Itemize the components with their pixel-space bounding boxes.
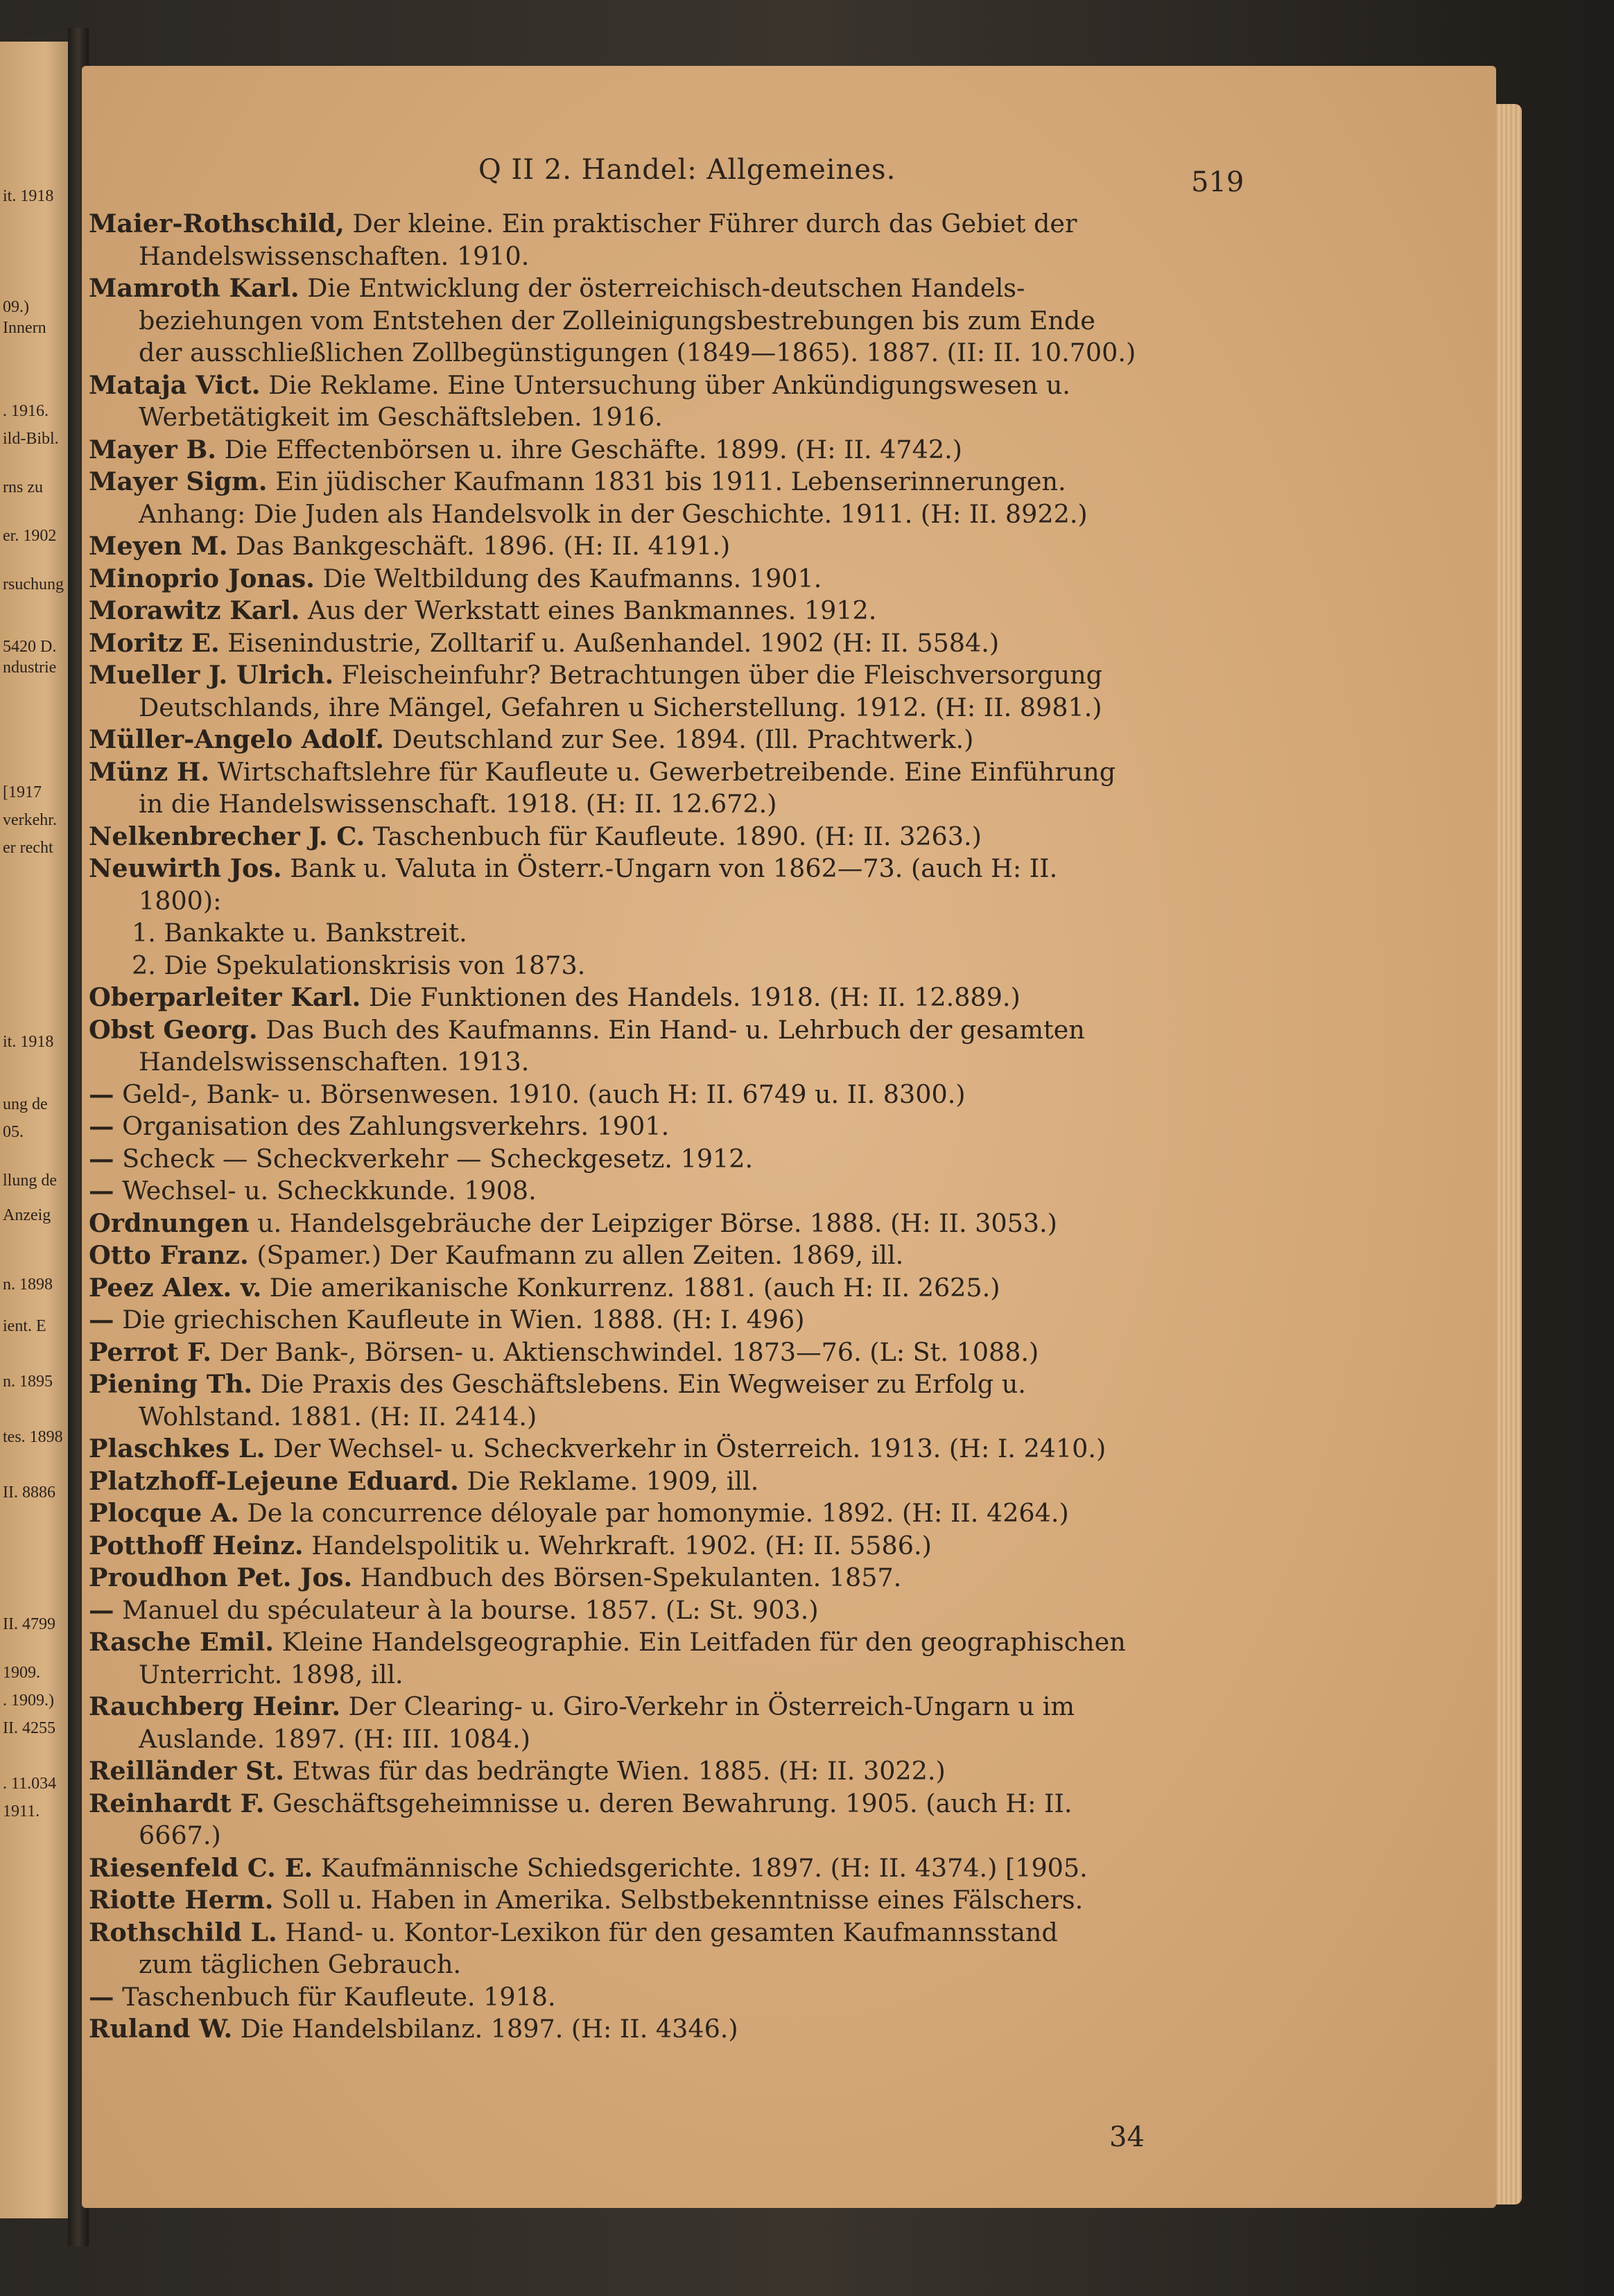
entry-author: Moritz E. [89, 627, 220, 658]
entry-line [89, 1175, 1309, 1208]
bibliography-entry [89, 1240, 1309, 1272]
bibliography-entry [89, 821, 1309, 853]
entry-author: Neuwirth Jos. [89, 853, 282, 883]
previous-page-margin [0, 42, 76, 2218]
entry-author: Reinhardt F. [89, 1788, 265, 1818]
entry-line [89, 241, 1309, 273]
entry-author: Obst Georg. [89, 1014, 258, 1045]
entry-text: Kaufmännische Schiedsgerichte. 1897. (H: II. 4374.) [1905. [320, 1852, 1088, 1883]
bibliography-entry [89, 1788, 1309, 1852]
entry-line [89, 1884, 1309, 1917]
entry-line [89, 1949, 1309, 1981]
entry-author: Mueller J. Ulrich. [89, 660, 334, 690]
bibliography-entry [89, 1497, 1309, 1530]
entry-author: Rauchberg Heinr. [89, 1691, 341, 1721]
entry-line [89, 1755, 1309, 1788]
margin-fragment: ient. E [3, 1317, 46, 1335]
entry-author: — [89, 1176, 114, 1206]
margin-fragment: 1911. [3, 1802, 40, 1820]
margin-fragment: ndustrie [3, 659, 57, 677]
entry-text: beziehungen vom Entstehen der Zolleinigungsbestrebungen bis zum Ende [139, 305, 1095, 336]
entry-author: Müller-Angelo Adolf. [89, 724, 384, 754]
entry-line [89, 724, 1309, 756]
entry-author: Peez Alex. v. [89, 1272, 262, 1303]
entry-author: Plaschkes L. [89, 1434, 266, 1463]
entry-line [89, 1272, 1309, 1305]
entry-text: Der Wechsel- u. Scheckverkehr in Österreich. 1913. (H: I. 2410.) [273, 1434, 1107, 1463]
entry-line [89, 756, 1309, 789]
entry-author: Minoprio Jonas. [89, 563, 315, 593]
margin-fragment: ung de [3, 1095, 48, 1113]
entry-author: Mayer Sigm. [89, 467, 268, 496]
entry-text: Die Reklame. Eine Untersuchung über Ankündigungswesen u. [268, 369, 1070, 400]
entry-line [89, 466, 1309, 498]
margin-fragment: Anzeig [3, 1206, 51, 1224]
entry-line [89, 595, 1309, 627]
margin-fragment: . 1909.) [3, 1691, 54, 1710]
margin-fragment: rsuchung [3, 575, 64, 593]
bibliography-entry [89, 272, 1309, 369]
bibliography-entry [89, 1626, 1309, 1691]
entry-text: Taschenbuch für Kaufleute. 1918. [122, 1981, 556, 2012]
margin-fragment: 05. [3, 1123, 24, 1141]
entry-author: — [89, 1079, 114, 1109]
entry-author: Riotte Herm. [89, 1885, 274, 1915]
entry-author: — [89, 1111, 114, 1141]
entry-text: Der Clearing- u. Giro-Verkehr in Österreich-Ungarn u im [348, 1691, 1075, 1721]
margin-fragment: n. 1895 [3, 1373, 53, 1391]
entry-line [89, 788, 1309, 821]
entry-line [89, 401, 1309, 434]
bibliography-entry [89, 853, 1309, 982]
entry-text: Die Reklame. 1909, ill. [467, 1466, 759, 1496]
entry-text: der ausschließlichen Zollbegünstigungen (1849—1865). 1887. (II: II. 10.700.) [139, 338, 1136, 367]
entry-line [89, 563, 1309, 595]
entry-author: Rothschild L. [89, 1917, 277, 1947]
entry-author: Münz H. [89, 756, 210, 787]
entry-text: Auslande. 1897. (H: III. 1084.) [139, 1723, 530, 1754]
entry-author: — [89, 1981, 114, 2012]
entry-line [89, 1368, 1309, 1401]
entry-author: Plocque A. [89, 1498, 239, 1528]
entry-text: Handbuch des Börsen-Spekulanten. 1857. [360, 1563, 902, 1592]
entry-author: — [89, 1143, 114, 1174]
margin-fragment: llung de [3, 1172, 57, 1190]
bibliography-entry [89, 434, 1309, 467]
entry-line [89, 1304, 1309, 1337]
entry-author: Meyen M. [89, 531, 228, 561]
entry-text: Die amerikanische Konkurrenz. 1881. (auch H: II. 2625.) [269, 1272, 1000, 1303]
entry-text: Die Entwicklung der österreichisch-deutschen Handels- [307, 273, 1025, 303]
entry-text: Geschäftsgeheimnisse u. deren Bewahrung. 1905. (auch H: II. [272, 1788, 1073, 1818]
entry-text: u. Handelsgebräuche der Leipziger Börse. 1888. (H: II. 3053.) [257, 1208, 1057, 1238]
entry-line [89, 1497, 1309, 1530]
bibliography-entry [89, 1337, 1309, 1369]
entry-line [89, 337, 1309, 369]
entry-author: Piening Th. [89, 1369, 253, 1399]
entry-line [89, 1723, 1309, 1756]
entry-line [89, 821, 1309, 853]
entry-text: Wechsel- u. Scheckkunde. 1908. [122, 1176, 537, 1206]
margin-fragment: it. 1918 [3, 1033, 54, 1051]
bibliography-entry [89, 1466, 1309, 1498]
entry-line [89, 530, 1309, 563]
entry-text: Kleine Handelsgeographie. Ein Leitfaden für den geographischen [281, 1627, 1126, 1657]
entry-line [89, 1788, 1309, 1820]
entry-line [89, 1981, 1309, 2014]
margin-fragment: . 1916. [3, 402, 49, 420]
bibliography-entry [89, 1755, 1309, 1788]
bibliography-entry [89, 2013, 1309, 2046]
bibliography-entry [89, 208, 1309, 272]
entry-text: Geld-, Bank- u. Börsenwesen. 1910. (auch H: II. 6749 u. II. 8300.) [122, 1079, 966, 1109]
bibliography-entry [89, 724, 1309, 756]
entry-text: Die Praxis des Geschäftslebens. Ein Wegweiser zu Erfolg u. [260, 1369, 1026, 1399]
bibliography-entry [89, 1562, 1309, 1594]
bibliography-entry [89, 1143, 1309, 1176]
entry-text: Scheck — Scheckverkehr — Scheckgesetz. 1912. [122, 1143, 754, 1174]
entry-text: Handelswissenschaften. 1910. [139, 241, 530, 271]
entry-text: Wohlstand. 1881. (H: II. 2414.) [139, 1401, 537, 1432]
entry-line [89, 272, 1309, 305]
entry-text: Handelspolitik u. Wehrkraft. 1902. (H: II. 5586.) [311, 1530, 932, 1560]
entry-text: Das Buch des Kaufmanns. Ein Hand- u. Lehrbuch der gesamten [266, 1014, 1085, 1045]
bibliography-entry [89, 595, 1309, 627]
entry-text: Manuel du spéculateur à la bourse. 1857. (L: St. 903.) [122, 1594, 819, 1625]
bibliography-entry [89, 1884, 1309, 1917]
margin-fragment: 5420 D. [3, 638, 57, 656]
page-number: 519 [1191, 166, 1244, 198]
entry-line [89, 1046, 1309, 1079]
bibliography-entry [89, 1014, 1309, 1079]
entry-line [89, 1337, 1309, 1369]
entry-text: Die Weltbildung des Kaufmanns. 1901. [322, 563, 822, 593]
entry-line [89, 208, 1309, 241]
margin-fragment: II. 4799 [3, 1615, 55, 1633]
margin-fragment: [1917 [3, 783, 42, 801]
entry-text: (Spamer.) Der Kaufmann zu allen Zeiten. 1869, ill. [257, 1240, 904, 1270]
entry-text: 1800): [139, 885, 222, 916]
bibliography-list [89, 208, 1309, 2046]
entry-line [89, 853, 1309, 885]
bibliography-entry [89, 530, 1309, 563]
bibliography-entry [89, 982, 1309, 1014]
margin-fragment: 09.) [3, 298, 29, 316]
entry-text: Wirtschaftslehre für Kaufleute u. Gewerbetreibende. Eine Einführung [217, 756, 1116, 787]
entry-text: Die Effectenbörsen u. ihre Geschäfte. 1899. (H: II. 4742.) [224, 434, 962, 464]
entry-author: Mayer B. [89, 434, 216, 464]
entry-line [89, 1852, 1309, 1885]
bibliography-entry [89, 1368, 1309, 1433]
bibliography-entry [89, 1917, 1309, 1981]
entry-author: Mamroth Karl. [89, 273, 300, 303]
entry-text: Die griechischen Kaufleute in Wien. 1888. (H: I. 496) [122, 1305, 805, 1334]
entry-line [89, 498, 1309, 531]
entry-line [89, 1111, 1309, 1143]
entry-text: Bank u. Valuta in Österr.-Ungarn von 1862—73. (auch H: II. [290, 853, 1058, 883]
bibliography-entry [89, 756, 1309, 821]
entry-line [89, 1433, 1309, 1466]
entry-line [89, 692, 1309, 724]
margin-fragment: er recht [3, 839, 53, 857]
entry-author: Reilländer St. [89, 1756, 284, 1786]
margin-fragment: II. 8886 [3, 1484, 55, 1502]
entry-line [89, 1466, 1309, 1498]
entry-text: De la concurrence déloyale par homonymie. 1892. (H: II. 4264.) [247, 1498, 1069, 1528]
entry-line [89, 434, 1309, 467]
entry-line [89, 2013, 1309, 2046]
entry-text: Die Funktionen des Handels. 1918. (H: II. 12.889.) [368, 982, 1021, 1012]
entry-line [89, 369, 1309, 402]
entry-author: — [89, 1594, 114, 1625]
entry-author: Oberparleiter Karl. [89, 982, 361, 1012]
entry-text: Organisation des Zahlungsverkehrs. 1901. [122, 1111, 670, 1141]
entry-author: Ruland W. [89, 2014, 233, 2044]
bibliography-entry [89, 563, 1309, 595]
entry-line [89, 1626, 1309, 1659]
bibliography-entry [89, 1852, 1309, 1885]
bibliography-entry [89, 627, 1309, 660]
entry-author: Otto Franz. [89, 1240, 249, 1270]
entry-text: Hand- u. Kontor-Lexikon für den gesamten Kaufmannsstand [285, 1917, 1058, 1947]
entry-author: Riesenfeld C. E. [89, 1852, 313, 1883]
entry-line [89, 305, 1309, 338]
entry-author: Rasche Emil. [89, 1627, 274, 1657]
margin-fragment: . 11.034 [3, 1775, 57, 1793]
bibliography-entry [89, 1304, 1309, 1337]
entry-author: Morawitz Karl. [89, 595, 300, 625]
entry-line [89, 659, 1309, 692]
margin-fragment: n. 1898 [3, 1276, 53, 1294]
bibliography-entry [89, 466, 1309, 530]
entry-text: Taschenbuch für Kaufleute. 1890. (H: II. 3263.) [372, 821, 982, 851]
entry-text: Die Handelsbilanz. 1897. (H: II. 4346.) [240, 2014, 738, 2044]
entry-line [89, 1240, 1309, 1272]
entry-text: Der kleine. Ein praktischer Führer durch das Gebiet der [352, 209, 1077, 238]
entry-text: Aus der Werkstatt eines Bankmannes. 1912. [308, 595, 877, 625]
entry-line [89, 1208, 1309, 1240]
margin-fragment: 1909. [3, 1664, 40, 1682]
bibliography-entry [89, 1175, 1309, 1208]
entry-text: Unterricht. 1898, ill. [139, 1659, 404, 1689]
entry-text: Fleischeinfuhr? Betrachtungen über die Fleischversorgung [341, 660, 1102, 690]
entry-line [89, 1820, 1309, 1852]
entry-text: Werbetätigkeit im Geschäftsleben. 1916. [139, 402, 663, 432]
entry-author: Potthoff Heinz. [89, 1530, 304, 1560]
entry-text: in die Handelswissenschaft. 1918. (H: II. 12.672.) [139, 789, 777, 819]
entry-line [89, 1143, 1309, 1176]
bibliography-entry [89, 1594, 1309, 1627]
margin-fragment: rns zu [3, 478, 43, 496]
entry-text: Deutschland zur See. 1894. (Ill. Prachtwerk.) [392, 724, 974, 754]
entry-line [89, 1562, 1309, 1594]
entry-text: Handelswissenschaften. 1913. [139, 1047, 530, 1077]
entry-author: Ordnungen [89, 1208, 250, 1238]
entry-text: Deutschlands, ihre Mängel, Gefahren u Sicherstellung. 1912. (H: II. 8981.) [139, 692, 1102, 722]
bibliography-entry [89, 1272, 1309, 1305]
margin-fragment: er. 1902 [3, 527, 57, 545]
entry-text: Anhang: Die Juden als Handelsvolk in der Geschichte. 1911. (H: II. 8922.) [139, 498, 1088, 529]
entry-text: Der Bank-, Börsen- u. Aktienschwindel. 1873—76. (L: St. 1088.) [219, 1337, 1039, 1367]
entry-line [89, 1691, 1309, 1723]
entry-line [89, 1014, 1309, 1047]
bibliography-entry [89, 1433, 1309, 1466]
entry-text: 6667.) [139, 1820, 221, 1850]
entry-author: Platzhoff-Lejeune Eduard. [89, 1466, 459, 1496]
bibliography-entry [89, 1208, 1309, 1240]
entry-line [89, 1079, 1309, 1111]
margin-fragment: verkehr. [3, 811, 57, 829]
entry-author: — [89, 1305, 114, 1334]
bibliography-entry [89, 1981, 1309, 2014]
entry-subline: 1. Bankakte u. Bankstreit. [132, 918, 467, 948]
margin-fragment: it. 1918 [3, 187, 54, 205]
entry-author: Mataja Vict. [89, 369, 261, 400]
margin-fragment: Innern [3, 319, 46, 337]
entry-line [89, 627, 1309, 660]
entry-line [89, 1917, 1309, 1949]
entry-text: Eisenindustrie, Zolltarif u. Außenhandel. 1902 (H: II. 5584.) [227, 627, 1000, 658]
entry-text: Etwas für das bedrängte Wien. 1885. (H: II. 3022.) [292, 1756, 946, 1786]
bibliography-entry [89, 1079, 1309, 1111]
bibliography-entry [89, 1691, 1309, 1755]
entry-line [89, 885, 1309, 918]
entry-author: Proudhon Pet. Jos. [89, 1563, 353, 1592]
margin-fragment: ild-Bibl. [3, 430, 59, 448]
bibliography-entry [89, 1530, 1309, 1563]
bibliography-entry [89, 1111, 1309, 1143]
bibliography-entry [89, 659, 1309, 724]
entry-line [89, 1594, 1309, 1627]
entry-text: Das Bankgeschäft. 1896. (H: II. 4191.) [236, 531, 731, 561]
margin-fragment: tes. 1898 [3, 1428, 63, 1446]
entry-subline: 2. Die Spekulationskrisis von 1873. [132, 950, 586, 980]
entry-author: Nelkenbrecher J. C. [89, 821, 365, 851]
entry-author: Maier-Rothschild, [89, 209, 345, 238]
bibliography-entry [89, 369, 1309, 434]
entry-line [89, 1401, 1309, 1434]
entry-text: zum täglichen Gebrauch. [139, 1949, 462, 1979]
signature-mark: 34 [1109, 2121, 1145, 2153]
entry-line [89, 1659, 1309, 1691]
entry-text: Soll u. Haben in Amerika. Selbstbekenntnisse eines Fälschers. [281, 1885, 1084, 1915]
entry-line [89, 1530, 1309, 1563]
entry-text: Ein jüdischer Kaufmann 1831 bis 1911. Lebenserinnerungen. [275, 467, 1066, 496]
running-header: Q II 2. Handel: Allgemeines. [478, 154, 896, 186]
margin-fragment: II. 4255 [3, 1719, 55, 1737]
entry-line [89, 982, 1309, 1014]
entry-author: Perrot F. [89, 1337, 212, 1367]
